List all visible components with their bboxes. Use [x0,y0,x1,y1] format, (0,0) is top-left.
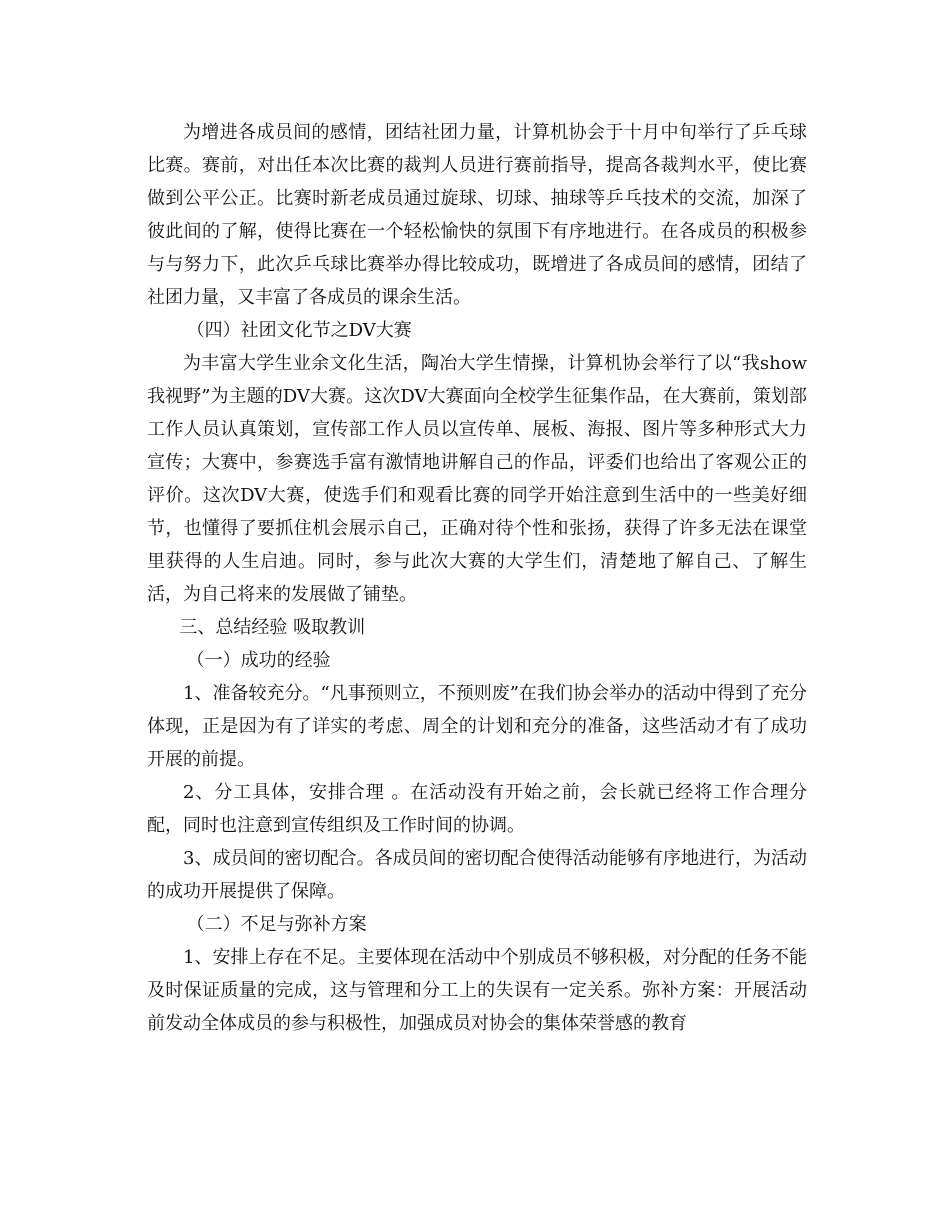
paragraph-arrangement-shortcoming: 1、安排上存在不足。主要体现在活动中个别成员不够积极，对分配的任务不能及时保证质量的完成，这与管理和分工上的失误有一定关系。弥补方案：开展活动前发动全体成员的参与积极性，加强成员对协会的集体荣誉感的教育 [147,947,807,1034]
section-heading-dv-contest: （四）社团文化节之DV大赛 [186,320,412,341]
paragraph-division-of-work: 2、分工具体，安排合理 。在活动没有开始之前，会长就已经将工作合理分配，同时也注意到宣传组织及工作时间的协调。 [147,782,807,836]
section-heading-summary: 三、总结经验 吸取教训 [179,617,366,638]
subheading-success-experience: （一）成功的经验 [186,650,331,671]
paragraph-cooperation: 3、成员间的密切配合。各成员间的密切配合使得活动能够有序地进行，为活动的成功开展提供了保障。 [147,848,807,902]
subheading-shortcomings: （二）不足与弥补方案 [186,914,367,935]
paragraph-preparation: 1、准备较充分。“凡事预则立，不预则废”在我们协会举办的活动中得到了充分体现，正是因为有了详实的考虑、周全的计划和充分的准备，这些活动才有了成功开展的前提。 [147,683,807,770]
paragraph-dv-contest: 为丰富大学生业余文化生活，陶冶大学生情操，计算机协会举行了以“我show我视野”为主题的DV大赛。这次DV大赛面向全校学生征集作品，在大赛前，策划部工作人员认真策划，宣传部工作人员以宣传单、展板、海报、图片等多种形式大力宣传；大赛中，参赛选手富有激情地讲解自己的作品，评委们也给出了客观公正的评价。这次DV大赛，使选手们和观看比赛的同学开始注意到生活中的一些美好细节，也懂得了要抓住机会展示自己，正确对待个性和张扬，获得了许多无法在课堂里获得的人生启迪。同时，参与此次大赛的大学生们，清楚地了解自己、了解生活，为自己将来的发展做了铺垫。 [147,353,807,605]
paragraph-table-tennis: 为增进各成员间的感情，团结社团力量，计算机协会于十月中旬举行了乒乓球比赛。赛前，对出任本次比赛的裁判人员进行赛前指导，提高各裁判水平，使比赛做到公平公正。比赛时新老成员通过旋球、切球、抽球等乒乓技术的交流，加深了彼此间的了解，使得比赛在一个轻松愉快的氛围下有序地进行。在各成员的积极参与与努力下，此次乒乓球比赛举办得比较成功，既增进了各成员间的感情，团结了社团力量，又丰富了各成员的课余生活。 [147,122,807,308]
document-body [147,116,807,1040]
